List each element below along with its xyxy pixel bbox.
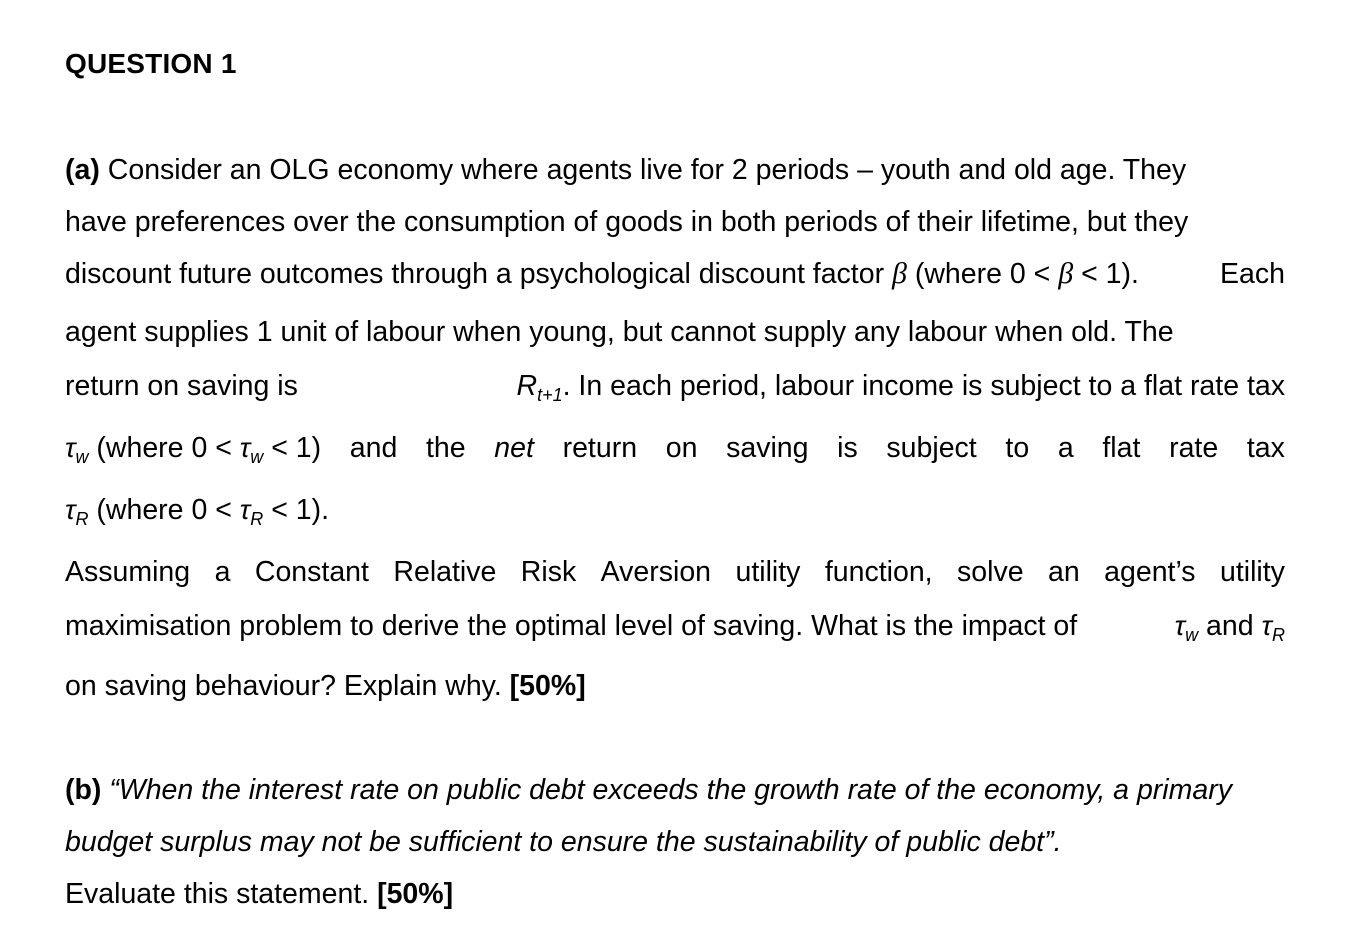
word-and-2: and [1206, 610, 1254, 642]
tau-r-range-close: < 1). [271, 494, 330, 526]
beta-symbol-inline: β [1058, 257, 1074, 290]
word-a-2: a [214, 556, 231, 588]
word-relative: Relative [393, 556, 497, 588]
word-and: and [349, 432, 398, 464]
part-a-line-4: agent supplies 1 unit of labour when young, but cannot supply any labour when old. The [65, 316, 1174, 348]
question-heading: QUESTION 1 [65, 48, 237, 79]
word-assuming: Assuming [65, 556, 191, 588]
beta-range-close: < 1). [1081, 258, 1139, 290]
part-a-line-3 [65, 256, 1285, 292]
tau-w-symbol-inline: τ [239, 432, 251, 463]
word-risk: Risk [520, 556, 577, 588]
tau-w-range-close: < 1) [271, 432, 322, 464]
beta-symbol: β [891, 257, 907, 290]
part-b-line-1 [65, 772, 1285, 808]
part-a-text-3-end: Each [1220, 258, 1285, 290]
word-net: net [494, 432, 534, 464]
part-a-weight: [50%] [509, 670, 586, 702]
tau-w-symbol-2: τ [1174, 610, 1186, 641]
part-a-line-9 [65, 608, 1285, 644]
tau-w-subscript-inline: w [250, 447, 264, 467]
part-b-label: (b) [65, 774, 102, 806]
part-a-text-3: discount future outcomes through a psychological discount factor [65, 258, 885, 290]
word-on: on [665, 432, 698, 464]
part-b-line-3 [65, 876, 1285, 912]
tau-r-symbol: τ [65, 494, 76, 525]
beta-range-open: (where 0 < [914, 258, 1051, 290]
part-a-line-2: have preferences over the consumption of goods in both periods of their lifetime, but they [65, 206, 1189, 238]
word-flat: flat [1102, 432, 1141, 464]
tau-w-symbol: τ [65, 432, 76, 463]
part-a-line-6 [65, 430, 1285, 466]
tau-r-subscript-2: R [1272, 625, 1285, 645]
part-a-line-5 [65, 368, 1285, 404]
word-subject: subject [886, 432, 977, 464]
part-b-weight: [50%] [377, 878, 454, 910]
word-rate: rate [1169, 432, 1219, 464]
part-a-line-8 [65, 554, 1285, 590]
tau-r-subscript-inline: R [250, 509, 264, 529]
part-a-text-10: on saving behaviour? Explain why. [65, 670, 502, 702]
tau-w-subscript-2: w [1185, 625, 1199, 645]
part-a-text-5-post: . In each period, labour income is subject to a flat rate tax [562, 370, 1285, 402]
word-constant: Constant [254, 556, 369, 588]
tau-r-symbol-inline: τ [239, 494, 251, 525]
part-a-text-5-pre: return on saving is [65, 370, 298, 402]
word-to: to [1005, 432, 1030, 464]
word-saving: saving [726, 432, 809, 464]
tau-r-range-open: (where 0 < [96, 494, 232, 526]
part-b-text-3: Evaluate this statement. [65, 878, 370, 910]
tau-w-subscript: w [75, 447, 89, 467]
part-a-line-1 [65, 152, 1285, 188]
word-return: return [562, 432, 638, 464]
part-a-line-7 [65, 492, 1285, 528]
word-an: an [1048, 556, 1080, 588]
part-a-text-9: maximisation problem to derive the optimal level of saving. What is the impact of [65, 610, 1078, 642]
tau-w-range-open: (where 0 < [96, 432, 232, 464]
word-is: is [837, 432, 858, 464]
word-tax: tax [1246, 432, 1285, 464]
word-aversion: Aversion [600, 556, 712, 588]
part-b-quote-2: budget surplus may not be sufficient to ensure the sustainability of public debt”. [65, 826, 1062, 858]
part-a-label: (a) [65, 154, 100, 186]
word-the: the [426, 432, 466, 464]
word-a: a [1057, 432, 1074, 464]
word-utility: utility [735, 556, 801, 588]
R-subscript: t+1 [537, 385, 563, 405]
word-utility-2: utility [1219, 556, 1285, 588]
tau-r-subscript: R [75, 509, 89, 529]
part-b-quote-1: “When the interest rate on public debt exceeds the growth rate of the economy, a primary [109, 774, 1232, 806]
tau-r-symbol-2: τ [1261, 610, 1272, 641]
part-a-line-10 [65, 668, 1285, 704]
word-agents: agent’s [1104, 556, 1196, 588]
word-solve: solve [957, 556, 1024, 588]
word-function: function, [824, 556, 933, 588]
part-a-text-1: Consider an OLG economy where agents live for 2 periods – youth and old age. They [107, 154, 1187, 186]
R-symbol: R [516, 370, 538, 402]
